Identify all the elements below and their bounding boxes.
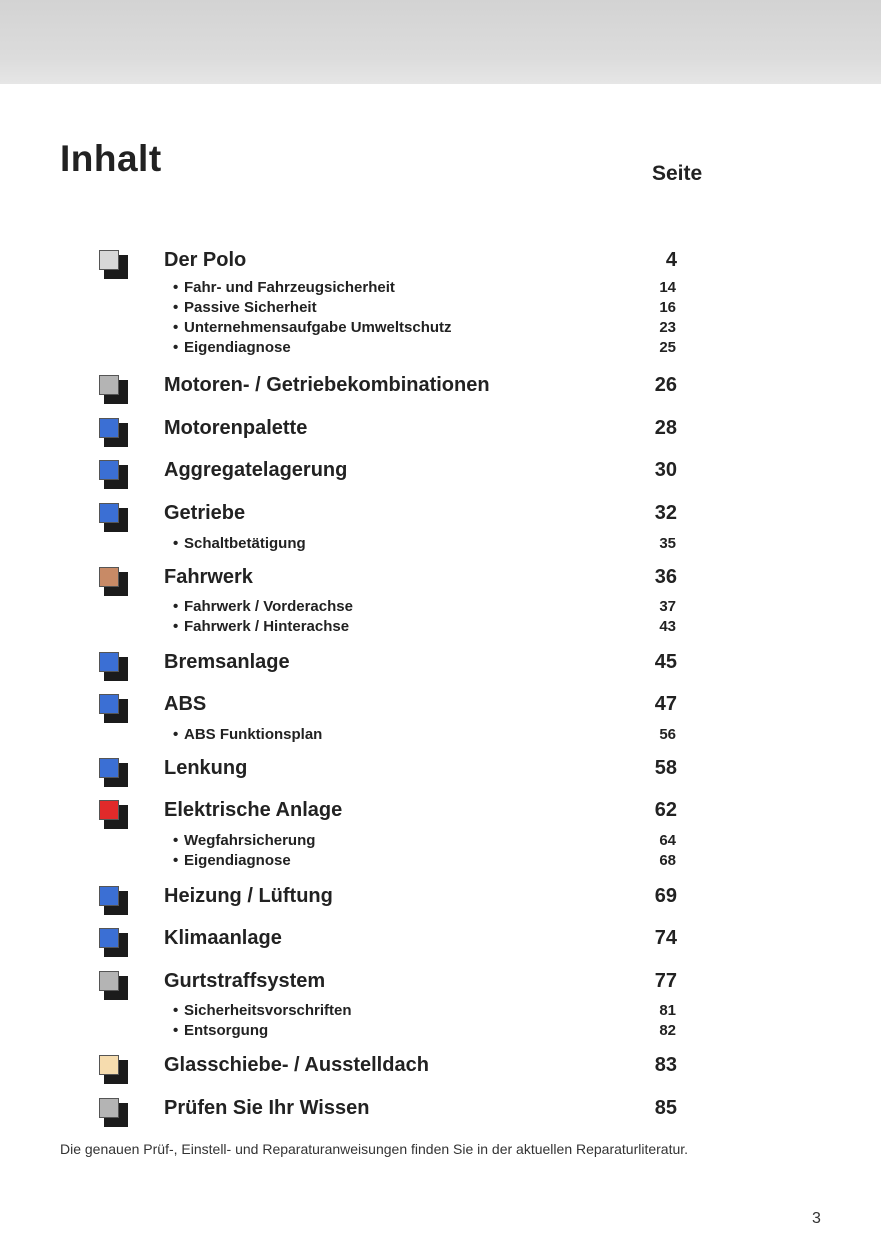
section-color-square-icon [99, 652, 129, 682]
section-color-square-icon [99, 567, 129, 597]
toc-entry-page: 30 [654, 459, 677, 481]
toc-subentry-title: • Entsorgung [184, 1022, 268, 1039]
section-color-square-icon [99, 1098, 129, 1128]
toc-entry-page: 28 [654, 417, 677, 439]
toc-entry-title: Lenkung [164, 757, 248, 779]
section-color-square-icon [99, 971, 129, 1001]
toc-entry-title: Motoren- / Getriebekombinationen [164, 374, 490, 396]
toc-entry-page: 47 [654, 693, 677, 715]
section-color-square-icon [99, 375, 129, 405]
section-color-square-icon [99, 800, 129, 830]
toc-subentry-title: • ABS Funktionsplan [184, 726, 322, 743]
toc-entry-page: 4 [665, 249, 677, 271]
section-color-square-icon [99, 758, 129, 788]
section-color-square-icon [99, 250, 129, 280]
toc-entry-title: Fahrwerk [164, 566, 253, 588]
toc-subentry-title: • Passive Sicherheit [184, 299, 317, 316]
section-color-square-icon [99, 460, 129, 490]
toc-subentry-page: 14 [659, 279, 676, 296]
section-color-square-icon [99, 928, 129, 958]
page-title: Inhalt [60, 138, 162, 179]
section-color-square-icon [99, 418, 129, 448]
section-color-square-icon [99, 1055, 129, 1085]
toc-entry-title: Aggregatelagerung [164, 459, 348, 481]
toc-subentry-page: 43 [659, 618, 676, 635]
section-color-square-icon [99, 694, 129, 724]
toc-subentry-title: • Unternehmensaufgabe Umweltschutz [184, 319, 452, 336]
toc-entry-page: 36 [654, 566, 677, 588]
toc-entry-title: Getriebe [164, 502, 246, 524]
section-color-square-icon [99, 503, 129, 533]
toc-entry-title: ABS [164, 693, 207, 715]
toc-entry-page: 26 [654, 374, 677, 396]
toc-subentry-page: 64 [659, 832, 676, 849]
toc-entry-title: Der Polo [164, 249, 247, 271]
toc-subentry-title: • Schaltbetätigung [184, 535, 306, 552]
toc-entry-title: Elektrische Anlage [164, 799, 343, 821]
toc-subentry-page: 35 [659, 535, 676, 552]
toc-entry-title: Klimaanlage [164, 927, 282, 949]
footnote: Die genauen Prüf-, Einstell- und Reparaturanweisungen finden Sie in der aktuellen Reparaturliteratur. [60, 1141, 689, 1157]
toc-entry-page: 45 [654, 651, 677, 673]
section-color-square-icon [99, 886, 129, 916]
toc-subentry-page: 23 [659, 319, 676, 336]
toc-entry-page: 77 [654, 970, 677, 992]
toc-subentry-title: • Fahrwerk / Vorderachse [184, 598, 353, 615]
toc-subentry-title: • Fahr- und Fahrzeugsicherheit [184, 279, 395, 296]
toc-subentry-title: • Eigendiagnose [184, 852, 291, 869]
toc-entry-title: Heizung / Lüftung [164, 885, 333, 907]
toc-entry-title: Gurtstraffsystem [164, 970, 326, 992]
toc-entry-page: 58 [654, 757, 677, 779]
toc-entry-title: Bremsanlage [164, 651, 290, 673]
toc-subentry-page: 16 [659, 299, 676, 316]
toc-subentry-title: • Sicherheitsvorschriften [184, 1002, 352, 1019]
page-number: 3 [812, 1210, 821, 1227]
toc-subentry-page: 37 [659, 598, 676, 615]
toc-subentry-page: 25 [659, 339, 676, 356]
toc-entry-page: 85 [654, 1097, 677, 1119]
toc-subentry-page: 56 [659, 726, 676, 743]
toc-entry-page: 74 [654, 927, 677, 949]
toc-entry-page: 32 [654, 502, 677, 524]
toc-entry-title: Prüfen Sie Ihr Wissen [164, 1097, 370, 1119]
toc-subentry-title: • Eigendiagnose [184, 339, 291, 356]
toc-subentry-title: • Wegfahrsicherung [184, 832, 315, 849]
toc-subentry-page: 81 [659, 1002, 676, 1019]
toc-entry-title: Glasschiebe- / Ausstelldach [164, 1054, 429, 1076]
toc-subentry-page: 68 [659, 852, 676, 869]
toc-subentry-title: • Fahrwerk / Hinterachse [184, 618, 349, 635]
toc-entry-page: 69 [654, 885, 677, 907]
toc-subentry-page: 82 [659, 1022, 676, 1039]
page-column-header: Seite [652, 162, 703, 185]
toc-entry-page: 62 [654, 799, 677, 821]
toc-entry-page: 83 [654, 1054, 677, 1076]
toc-entry-title: Motorenpalette [164, 417, 308, 439]
